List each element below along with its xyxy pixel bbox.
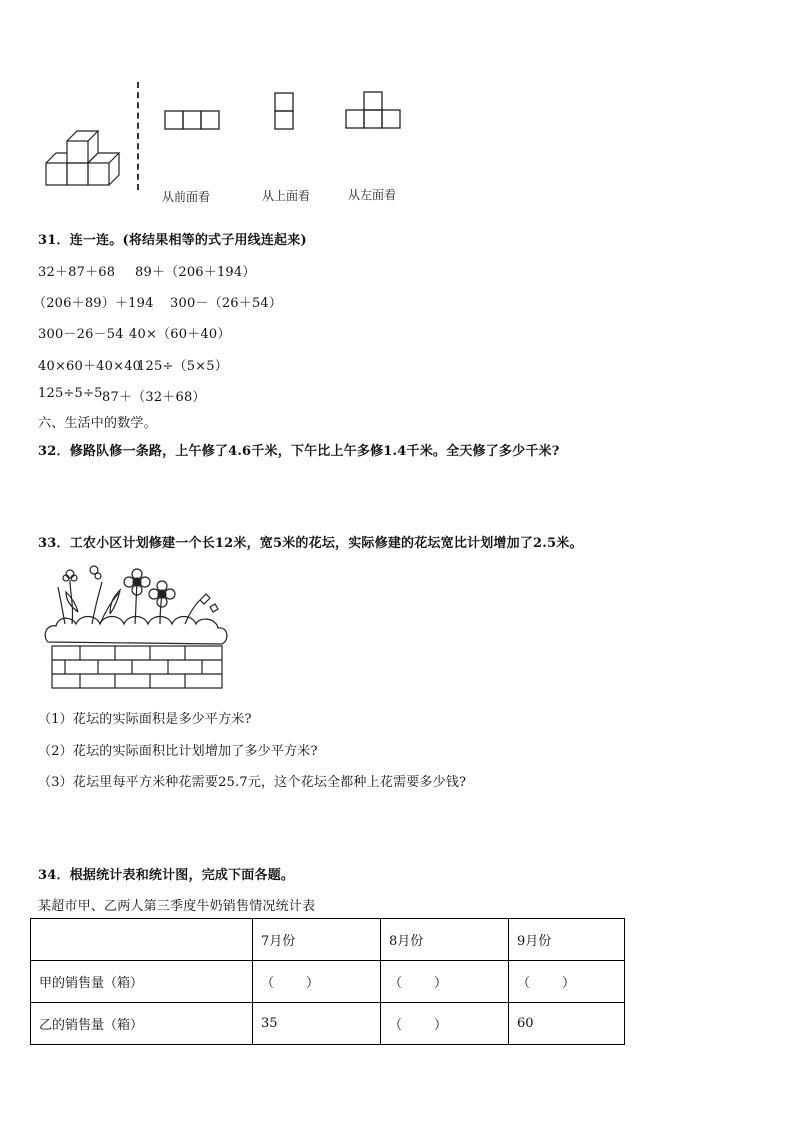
flower-bed-illustration	[40, 562, 240, 692]
table-header-cell: 9月份	[509, 919, 625, 961]
table-cell: （ ）	[253, 961, 381, 1003]
table-cell: （ ）	[381, 1003, 509, 1045]
q33-sub-1: （1）花坛的实际面积是多少平方米?	[38, 712, 252, 727]
q31-right-4: 125÷（5×5）	[137, 359, 228, 374]
cube-stack-figure	[40, 125, 130, 190]
table-row	[31, 961, 625, 1003]
table-header-cell: 8月份	[381, 919, 509, 961]
q33-text: 33．工农小区计划修建一个长12米，宽5米的花坛，实际修建的花坛宽比计划增加了2.5米。	[38, 536, 583, 551]
q31-right-3: 40×（60＋40）	[129, 327, 231, 342]
left-view-label: 从左面看	[348, 188, 397, 202]
q31-left-2: （206＋89）＋194	[33, 296, 154, 311]
q32-text: 32．修路队修一条路，上午修了4.6千米，下午比上午多修1.4千米。全天修了多少千米?	[38, 444, 560, 459]
q31-right-1: 89＋（206＋194）	[135, 265, 256, 280]
section6-title: 六、生活中的数学。	[38, 416, 157, 431]
sales-stats-table	[30, 918, 625, 1045]
table-cell: （ ）	[381, 961, 509, 1003]
q34-table-title: 某超市甲、乙两人第三季度牛奶销售情况统计表	[38, 899, 316, 914]
q34-text: 34．根据统计表和统计图，完成下面各题。	[38, 868, 295, 883]
table-row	[31, 1003, 625, 1045]
table-header-cell: 7月份	[253, 919, 381, 961]
table-header-cell	[31, 919, 253, 961]
q31-title: 31．连一连。(将结果相等的式子用线连起来)	[38, 233, 307, 248]
table-cell: 35	[253, 1003, 381, 1045]
q31-right-5: 87＋（32＋68）	[102, 390, 206, 405]
q31-left-3: 300－26－54	[38, 327, 124, 342]
table-row	[31, 919, 625, 961]
dashed-divider	[137, 82, 139, 190]
left-view-figure	[345, 91, 403, 131]
q33-sub-2: （2）花坛的实际面积比计划增加了多少平方米?	[38, 744, 318, 759]
q31-left-4: 40×60＋40×40	[38, 359, 142, 374]
front-view-label: 从前面看	[162, 190, 211, 204]
top-view-label: 从上面看	[262, 189, 311, 203]
q31-left-1: 32＋87＋68	[38, 265, 116, 280]
q31-left-5: 125÷5÷5	[38, 386, 103, 401]
q31-right-2: 300－（26＋54）	[170, 296, 283, 311]
top-view-figure	[274, 92, 296, 132]
table-cell: 乙的销售量（箱）	[31, 1003, 253, 1045]
table-cell: 60	[509, 1003, 625, 1045]
table-cell: 甲的销售量（箱）	[31, 961, 253, 1003]
front-view-figure	[164, 110, 222, 132]
q33-sub-3: （3）花坛里每平方米种花需要25.7元，这个花坛全都种上花需要多少钱?	[38, 775, 467, 790]
table-cell: （ ）	[509, 961, 625, 1003]
